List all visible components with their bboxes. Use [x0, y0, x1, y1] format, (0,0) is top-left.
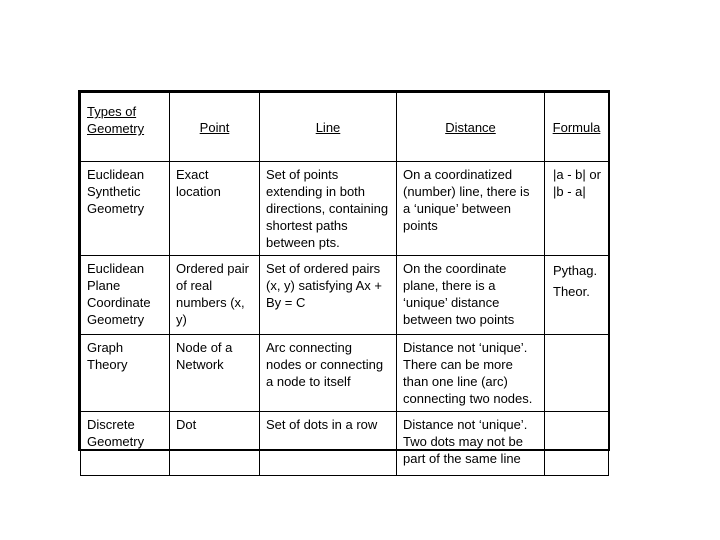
cell-line: Set of dots in a row [260, 412, 397, 476]
cell-point: Exact location [170, 162, 260, 256]
table-row [81, 335, 609, 412]
cell-type: Euclidean Plane Coordinate Geometry [81, 256, 170, 335]
cell-line: Set of points extending in both directions, containing shortest paths between pts. [260, 162, 397, 256]
cell-line: Set of ordered pairs (x, y) satisfying Ax + By = C [260, 256, 397, 335]
cell-distance: Distance not ‘unique’. Two dots may not be part of the same line [397, 412, 545, 476]
header-formula: Formula [552, 119, 601, 135]
geometry-table [78, 90, 610, 466]
header-formula-cell [545, 93, 609, 162]
cell-type: Graph Theory [81, 335, 170, 412]
header-types: Types of Geometry [87, 104, 145, 136]
cell-point: Ordered pair of real numbers (x, y) [170, 256, 260, 335]
cell-formula [545, 412, 609, 476]
cell-formula [545, 335, 609, 412]
cell-formula: |a - b| or |b - a| [545, 162, 609, 256]
header-row [81, 93, 609, 162]
cell-type: Euclidean Synthetic Geometry [81, 162, 170, 256]
header-types-cell [81, 93, 170, 162]
table-row [81, 162, 609, 256]
cell-type: Discrete Geometry [81, 412, 170, 476]
table-row [81, 412, 609, 476]
cell-distance: Distance not ‘unique’. There can be more than one line (arc) connecting two nodes. [397, 335, 545, 412]
table-row [81, 256, 609, 335]
header-line: Line [315, 119, 341, 135]
header-point-cell [170, 93, 260, 162]
header-point: Point [199, 119, 230, 135]
header-distance-cell [397, 93, 545, 162]
geometry-comparison-table [80, 92, 609, 476]
cell-point: Node of a Network [170, 335, 260, 412]
cell-point: Dot [170, 412, 260, 476]
cell-distance: On the coordinate plane, there is a ‘unique’ distance between two points [397, 256, 545, 335]
cell-formula: Pythag. Theor. [545, 256, 609, 335]
header-distance: Distance [445, 119, 496, 135]
cell-distance: On a coordinatized (number) line, there is a ‘unique’ between points [397, 162, 545, 256]
cell-line: Arc connecting nodes or connecting a node to itself [260, 335, 397, 412]
header-line-cell [260, 93, 397, 162]
